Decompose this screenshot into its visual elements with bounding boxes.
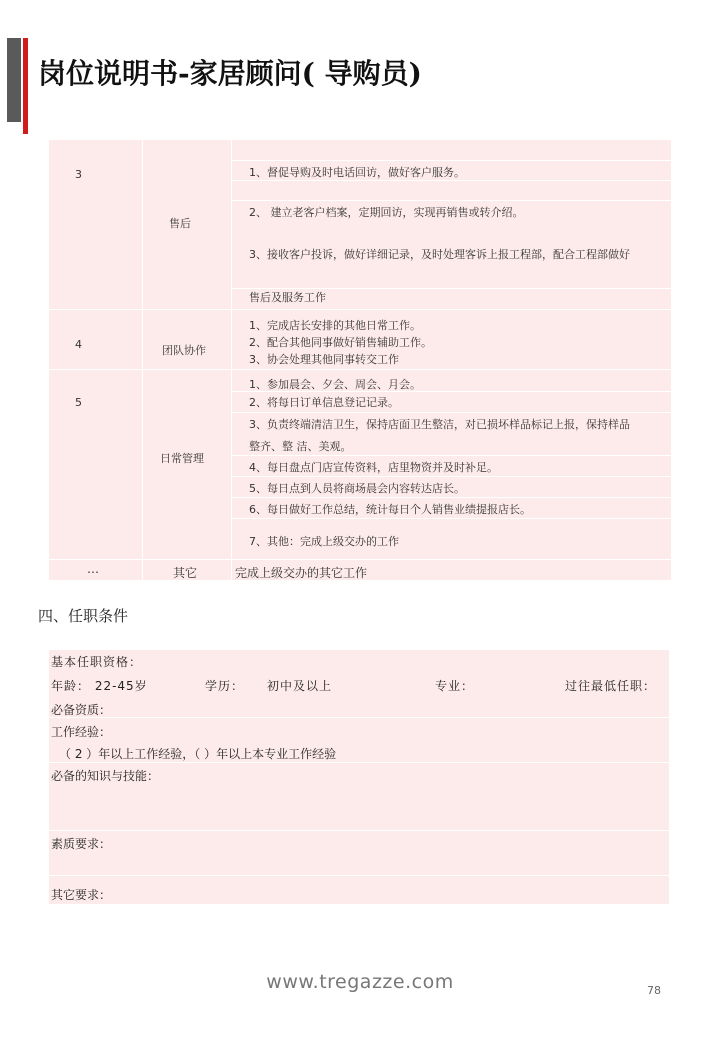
quality-requirement-label: 素质要求： — [51, 837, 112, 851]
row-category: 其它 — [173, 566, 198, 580]
duty-item: 2、 建立老客户档案，定期回访，实现再销售或转介绍。 — [249, 206, 524, 219]
row-category: 团队协作 — [162, 344, 206, 357]
required-qualification-label: 必备资质： — [51, 703, 112, 717]
row-category: 售后 — [169, 217, 191, 230]
education-value: 初中及以上 — [267, 679, 333, 693]
requirements-box — [49, 650, 669, 904]
other-requirement-label: 其它要求： — [51, 888, 112, 902]
duties-table — [49, 140, 671, 580]
duty-item: 7、其他：完成上级交办的工作 — [249, 535, 399, 548]
row-number: 5 — [75, 396, 82, 409]
duty-item: 整齐、整 洁、美观。 — [249, 440, 352, 453]
duty-item: 3、协会处理其他同事转交工作 — [249, 353, 399, 366]
duty-item: 完成上级交办的其它工作 — [235, 566, 368, 580]
duty-item: 1、完成店长安排的其他日常工作。 — [249, 319, 421, 332]
title-accent-gray-bar — [7, 38, 21, 122]
duty-item: 5、每日点到人员将商场晨会内容转达店长。 — [249, 482, 465, 495]
duty-item: 2、将每日订单信息登记记录。 — [249, 396, 399, 409]
duty-item: 1、督促导购及时电话回访，做好客户服务。 — [249, 166, 465, 179]
title-accent-red-bar — [23, 38, 28, 134]
previous-job-label: 过往最低任职： — [565, 679, 657, 693]
knowledge-skills-label: 必备的知识与技能： — [51, 769, 160, 783]
duty-item: 6、每日做好工作总结，统计每日个人销售业绩提报店长。 — [249, 503, 531, 516]
footer-url: www.tregazze.com — [266, 971, 454, 993]
duty-item: 1、参加晨会、夕会、周会、月会。 — [249, 378, 421, 391]
duty-item: 4、每日盘点门店宣传资料，店里物资并及时补足。 — [249, 461, 498, 474]
duty-item: 3、接收客户投诉，做好详细记录，及时处理客诉上报工程部，配合工程部做好 — [249, 248, 630, 261]
row-number: 3 — [75, 168, 82, 181]
basic-qualification-label: 基本任职资格： — [51, 655, 143, 669]
education-label: 学历： — [205, 679, 245, 693]
duty-item: 2、配合其他同事做好销售辅助工作。 — [249, 336, 432, 349]
page-title: 岗位说明书-家居顾问( 导购员) — [38, 57, 422, 90]
duty-item: 售后及服务工作 — [249, 291, 326, 304]
row-number: … — [87, 562, 99, 576]
major-label: 专业： — [435, 679, 475, 693]
page-number: 78 — [647, 984, 661, 997]
row-number: 4 — [75, 338, 82, 351]
work-experience-label: 工作经验： — [51, 725, 112, 739]
row-category: 日常管理 — [160, 452, 204, 465]
work-experience-detail: （ 2 ）年以上工作经验，（ ）年以上本专业工作经验 — [59, 747, 337, 761]
age-requirement: 年龄： 22-45岁 — [51, 679, 148, 693]
duty-item: 3、负责终端清洁卫生，保持店面卫生整洁，对已损坏样品标记上报，保持样品 — [249, 418, 630, 431]
section-heading: 四、任职条件 — [38, 607, 129, 625]
